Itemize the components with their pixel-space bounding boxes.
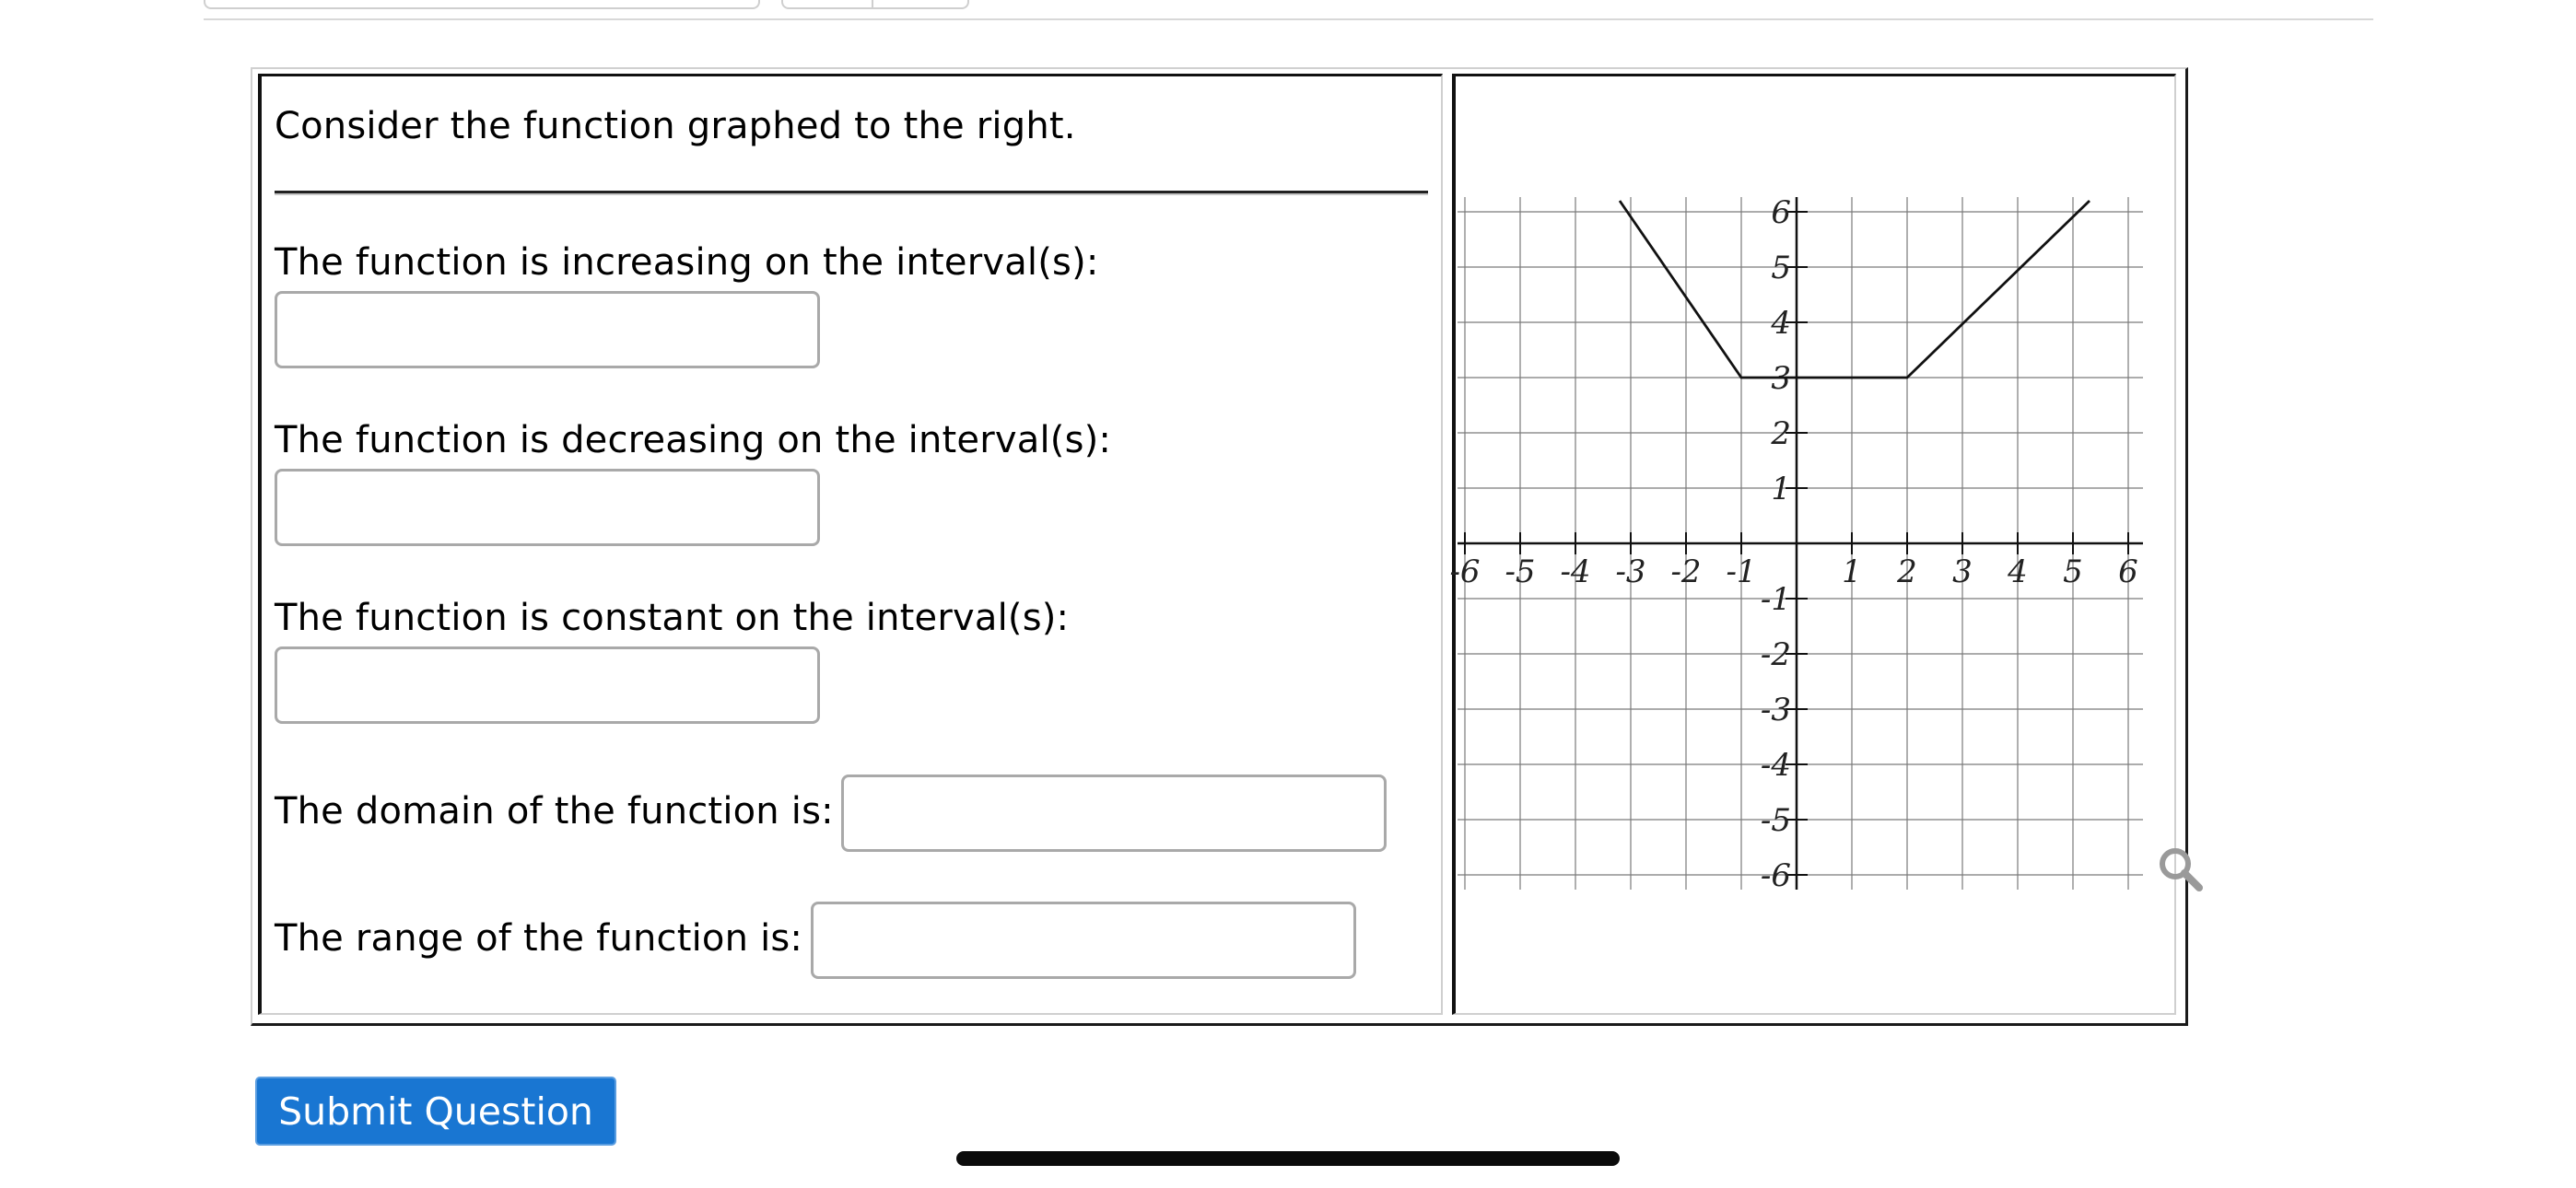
x-tick-label: 3 <box>1952 553 1973 590</box>
home-indicator <box>956 1151 1620 1166</box>
y-tick-label: -2 <box>1760 636 1791 673</box>
increasing-label: The function is increasing on the interval(s): <box>275 241 1099 284</box>
x-tick-label: 6 <box>2118 553 2138 590</box>
x-tick-label: -4 <box>1560 553 1591 590</box>
x-tick-label: -6 <box>1449 553 1481 590</box>
question-prompt: Consider the function graphed to the right. <box>275 105 1076 147</box>
function-line <box>1620 201 2090 378</box>
function-plot <box>1620 201 2090 378</box>
x-tick-labels <box>1449 553 2137 590</box>
y-tick-label: -1 <box>1760 581 1791 618</box>
range-input[interactable] <box>811 902 1356 979</box>
y-tick-label: 1 <box>1771 471 1791 507</box>
increasing-input[interactable] <box>275 291 820 368</box>
y-tick-label: 6 <box>1771 194 1791 231</box>
function-graph <box>1449 193 2165 903</box>
submit-question-button[interactable]: Submit Question <box>255 1077 616 1146</box>
y-tick-label: -3 <box>1760 692 1791 728</box>
top-field-stub <box>204 0 760 9</box>
graph-axes <box>1458 197 2143 890</box>
domain-label: The domain of the function is: <box>275 790 834 833</box>
x-tick-label: 1 <box>1842 553 1862 590</box>
decreasing-input[interactable] <box>275 469 820 546</box>
y-tick-label: -4 <box>1760 747 1791 784</box>
x-tick-label: 2 <box>1897 553 1917 590</box>
constant-input[interactable] <box>275 646 820 724</box>
x-tick-label: -1 <box>1726 553 1757 590</box>
prompt-separator <box>275 191 1428 193</box>
range-label: The range of the function is: <box>275 917 803 960</box>
x-tick-label: -3 <box>1615 553 1646 590</box>
header-divider <box>204 18 2373 20</box>
y-tick-label: 2 <box>1771 415 1791 452</box>
x-tick-label: -5 <box>1505 553 1536 590</box>
domain-input[interactable] <box>841 775 1387 852</box>
y-tick-label: 5 <box>1771 250 1791 286</box>
y-tick-label: 3 <box>1771 360 1791 397</box>
y-tick-label: -5 <box>1760 802 1791 839</box>
top-button-group-stub <box>781 0 969 9</box>
y-tick-label: 4 <box>1771 305 1791 342</box>
x-tick-label: 5 <box>2063 553 2083 590</box>
x-tick-label: -2 <box>1670 553 1702 590</box>
constant-label: The function is constant on the interval(s): <box>275 597 1070 639</box>
y-tick-label: -6 <box>1760 857 1791 894</box>
decreasing-label: The function is decreasing on the interval(s): <box>275 419 1112 461</box>
x-tick-label: 4 <box>2008 553 2028 590</box>
